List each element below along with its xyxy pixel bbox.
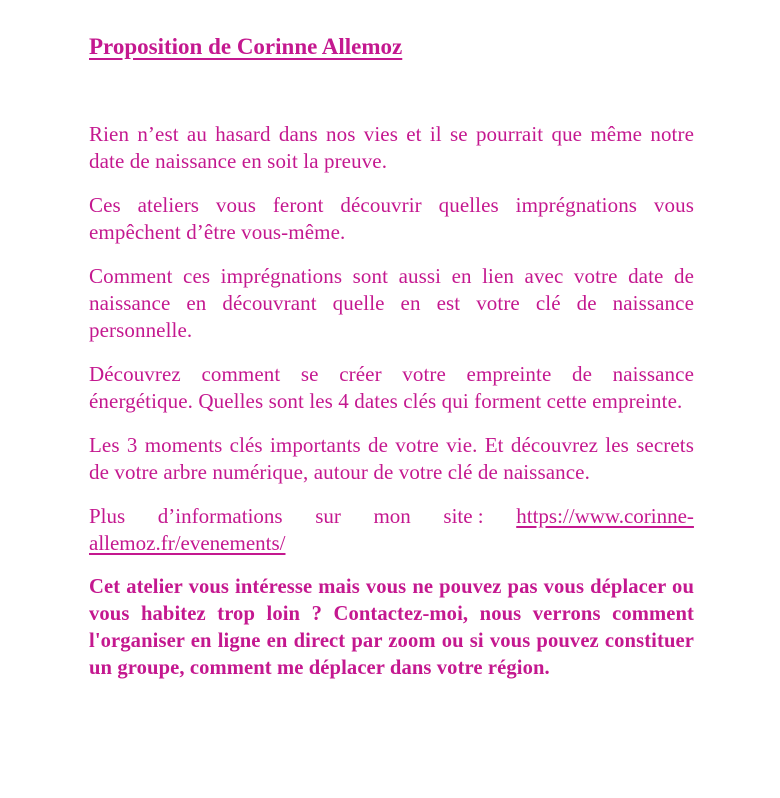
closing-paragraph: Cet atelier vous intéresse mais vous ne pouvez pas vous déplacer ou vous habitez trop loin ? Contactez-moi, nous verrons comment l'organiser en ligne en direct par zoom ou si vous pouvez constituer un groupe, comment me déplacer dans votre région. [89, 576, 694, 679]
info-row [89, 503, 694, 530]
info-row-2 [89, 530, 694, 557]
info-word: d’informations [157, 504, 283, 528]
info-word: site : [443, 504, 484, 528]
paragraph-empreinte: Découvrez comment se créer votre empreinte de naissance énergétique. Quelles sont les 4 dates clés qui forment cette empreinte. [89, 362, 694, 413]
paragraph-impregnations: Comment ces imprégnations sont aussi en lien avec votre date de naissance en découvrant quelle en est votre clé de naissance personnelle. [89, 264, 694, 342]
info-word: sur [315, 504, 341, 528]
info-word: Plus [89, 504, 126, 528]
paragraph-moments: Les 3 moments clés importants de votre vie. Et découvrez les secrets de votre arbre numérique, autour de votre clé de naissance. [89, 433, 694, 484]
document-body [89, 121, 694, 682]
info-paragraph [89, 503, 694, 557]
website-link-part2[interactable]: allemoz.fr/evenements/ [89, 531, 286, 555]
website-link-part1[interactable]: https://www.corinne- [516, 504, 694, 528]
document [89, 30, 694, 699]
paragraph-ateliers: Ces ateliers vous feront découvrir quelles imprégnations vous empêchent d’être vous-même. [89, 193, 694, 244]
paragraph-intro: Rien n’est au hasard dans nos vies et il se pourrait que même notre date de naissance en soit la preuve. [89, 122, 694, 173]
page-title: Proposition de Corinne Allemoz [89, 34, 403, 59]
info-word: mon [373, 504, 411, 528]
